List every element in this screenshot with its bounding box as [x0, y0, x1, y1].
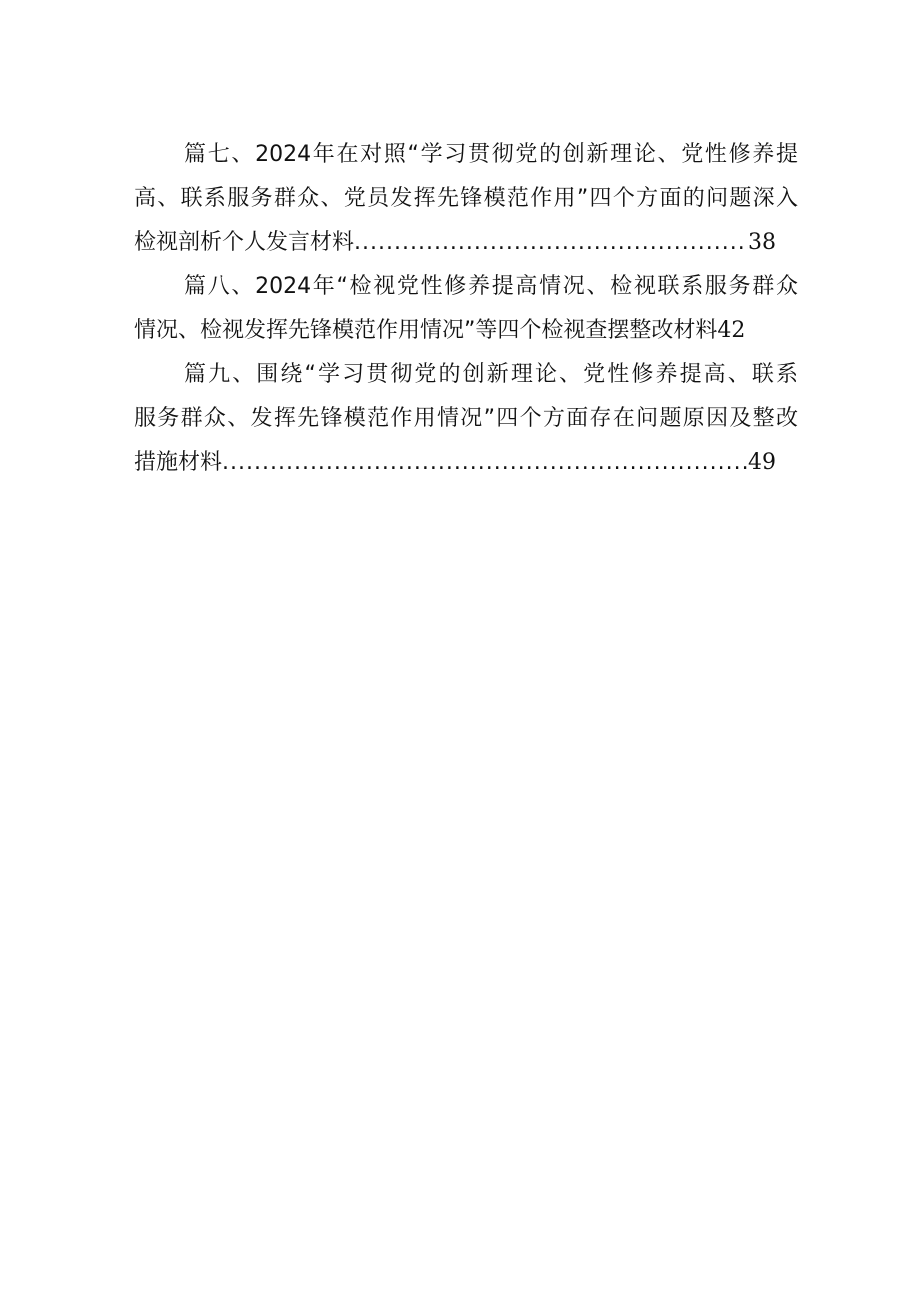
toc-entry-7-page-number: 38 [748, 230, 776, 255]
dot-leader [354, 221, 748, 265]
dot-leader [222, 441, 748, 485]
toc-entry-7-last-line [134, 221, 798, 265]
table-of-contents [134, 133, 798, 485]
toc-entry-8-line-2: 情况、检视发挥先锋模范作用情况”等四个检视查摆整改材料 [134, 318, 718, 343]
toc-entry-9-line-3: 措施材料 [134, 450, 223, 475]
toc-entry-8-line-1: 篇八、2024年“检视党性修养提高情况、检视联系服务群众 [184, 274, 798, 299]
toc-entry-8[interactable] [134, 265, 798, 353]
toc-entry-9[interactable] [134, 353, 798, 485]
toc-entry-9-last-line [134, 441, 798, 485]
toc-entry-7-line-1: 篇七、2024年在对照“学习贯彻党的创新理论、党性修养提 [184, 142, 798, 167]
toc-entry-9-page-number: 49 [748, 450, 776, 475]
toc-entry-9-line-2: 服务群众、发挥先锋模范作用情况”四个方面存在问题原因及整改 [134, 406, 798, 431]
toc-entry-7-line-2: 高、联系服务群众、党员发挥先锋模范作用”四个方面的问题深入 [134, 186, 798, 211]
toc-entry-7-line-3: 检视剖析个人发言材料 [134, 230, 355, 255]
toc-entry-8-page-number: 42 [717, 318, 746, 343]
toc-entry-9-line-1: 篇九、围绕“学习贯彻党的创新理论、党性修养提高、联系 [184, 362, 798, 387]
toc-entry-7[interactable] [134, 133, 798, 265]
toc-entry-8-last-line [134, 309, 798, 353]
